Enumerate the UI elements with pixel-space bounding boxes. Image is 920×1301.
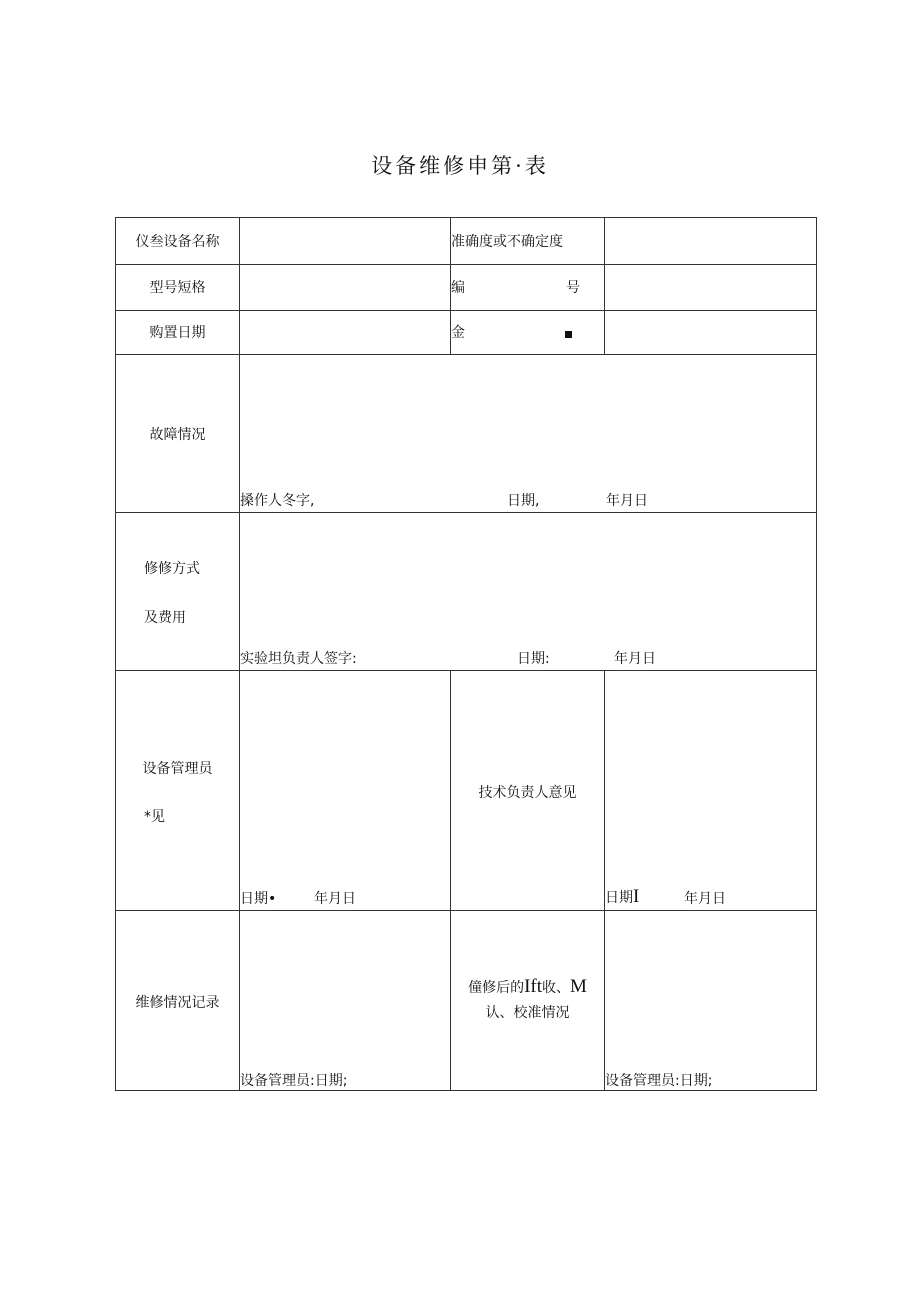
tech-date-text: 日期 — [605, 890, 633, 906]
after-repair-text-b: Ift — [524, 976, 543, 997]
repair-method-label: 修修方式 — [144, 561, 200, 577]
fault-ymd: 年月日 — [606, 493, 648, 509]
after-repair-text-a: 僮修后的 — [468, 980, 525, 996]
number-label-first: 编 — [451, 280, 465, 296]
amount-label: 金 — [451, 325, 465, 341]
number-label-second: 号 — [566, 280, 580, 296]
record-manager-signature-right: 设备管理员:日期; — [605, 1073, 713, 1089]
row-divider — [116, 310, 816, 311]
form-title: 设备维修申第·表 — [371, 154, 549, 178]
column-divider — [604, 218, 605, 354]
manager-opinion-label: 设备管理员 — [142, 761, 213, 777]
row-divider — [116, 910, 816, 911]
repair-record-label: 维修情况记录 — [135, 995, 220, 1011]
record-manager-signature-left: 设备管理员:日期; — [240, 1073, 348, 1089]
tech-ymd: 年月日 — [684, 891, 726, 907]
row-divider — [116, 354, 816, 355]
after-repair-calibration-label: 认、校准情况 — [485, 1005, 570, 1021]
lab-date-label: 日期: — [517, 651, 550, 667]
repair-cost-label: 及费用 — [144, 610, 186, 626]
tech-date-mark: I — [633, 886, 640, 907]
purchase-date-label: 购置日期 — [149, 325, 206, 341]
repair-application-form — [115, 217, 817, 1091]
lab-ymd: 年月日 — [614, 651, 656, 667]
manager-ymd: 年月日 — [314, 891, 356, 907]
tech-date-label — [605, 888, 639, 907]
row-divider — [116, 512, 816, 513]
fault-date-label: 日期, — [507, 493, 540, 509]
row-divider — [116, 264, 816, 265]
after-repair-text-c: 收、 — [542, 980, 571, 996]
row-divider — [116, 670, 816, 671]
accuracy-label: 准确度或不确定度 — [451, 234, 563, 250]
after-repair-acceptance-label — [451, 978, 604, 997]
fault-label: 故障情况 — [149, 427, 206, 443]
instrument-name-label: 仪叁设备名称 — [135, 234, 220, 250]
column-divider — [450, 670, 451, 1090]
after-repair-text-d: M — [570, 976, 587, 997]
manager-opinion-label-2: *见 — [144, 809, 165, 825]
fault-operator-signature: 搡作人冬字, — [240, 493, 315, 509]
manager-date-label: 日期• — [240, 891, 277, 907]
tech-head-opinion-label: 技术负责人意见 — [478, 785, 577, 801]
model-label: 型号短格 — [149, 280, 206, 296]
column-divider — [604, 670, 605, 1090]
lab-head-signature: 实验坦负责人签字: — [240, 651, 357, 667]
square-mark-icon — [565, 331, 572, 338]
